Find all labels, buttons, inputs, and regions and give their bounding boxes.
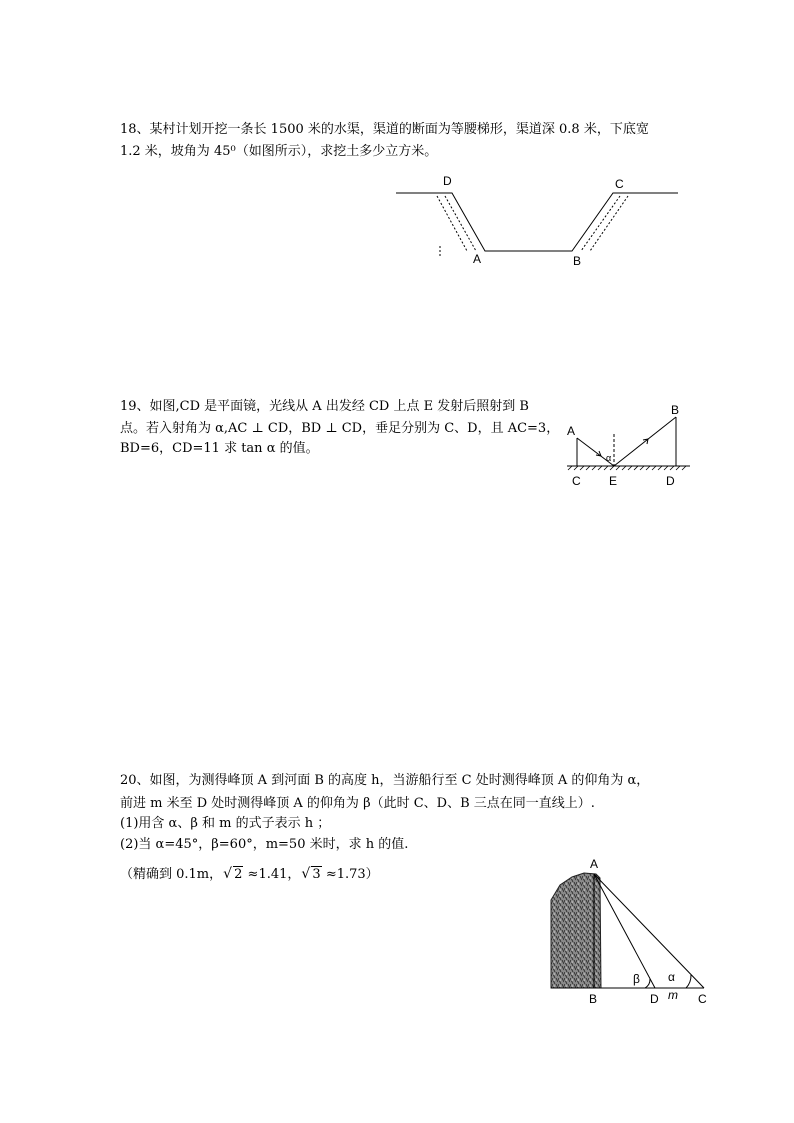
q18-channel-outline xyxy=(396,193,678,251)
q20-label-beta: β xyxy=(633,972,640,986)
q18-label-A: A xyxy=(473,252,482,266)
q20-label-A: A xyxy=(590,857,599,871)
q19-line-2: 点。若入射角为 α,AC ⊥ CD，BD ⊥ CD，垂足分别为 C、D，且 AC=3， xyxy=(120,421,560,436)
q19-ray-EB xyxy=(614,417,676,466)
q20-label-B: B xyxy=(589,992,598,1006)
q20-label-D: D xyxy=(650,992,659,1006)
q20-label-C: C xyxy=(698,992,707,1006)
q18-hatch xyxy=(590,196,628,251)
q18-line-1: 18、某村计划开挖一条长 1500 米的水渠，渠道的断面为等腰梯形，渠道深 0.8 米，下底宽 xyxy=(120,122,649,137)
q20-label-m: m xyxy=(668,988,678,1002)
q19-line-3: BD=6，CD=11 求 tan α 的值。 xyxy=(120,441,319,456)
sqrt2-radicand: 2 xyxy=(234,867,243,882)
q20-line-AD xyxy=(594,874,655,988)
q18-label-C: C xyxy=(615,177,624,191)
q20-line-3: (1)用含 α、β 和 m 的式子表示 h ； xyxy=(120,816,331,831)
q20-line-AC xyxy=(594,874,704,988)
q20-line-4: (2)当 α=45°，β=60°，m=50 米时，求 h 的值. xyxy=(120,837,409,852)
q20-approx2: ≈1.41， xyxy=(243,867,301,882)
sqrt3-symbol xyxy=(302,866,321,884)
q18-label-D: D xyxy=(443,174,452,188)
q20-label-alpha: α xyxy=(668,970,675,984)
q19-arrow-head-reflected xyxy=(643,439,648,444)
q19-label-B: B xyxy=(671,403,680,417)
q20-line-1: 20、如图，为测得峰顶 A 到河面 B 的高度 h，当游船行至 C 处时测得峰顶 A 的仰角为 α， xyxy=(120,773,650,788)
q19-label-C: C xyxy=(572,474,581,488)
q18-hatch xyxy=(437,196,467,251)
q19-label-alpha: α xyxy=(606,453,612,463)
q19-label-A: A xyxy=(567,424,576,438)
q19-line-1: 19、如图,CD 是平面镜，光线从 A 出发经 CD 上点 E 发射后照射到 B xyxy=(120,399,529,414)
q18-hatch xyxy=(445,196,476,251)
q18-label-B: B xyxy=(573,254,582,268)
q19-ray-AE xyxy=(577,438,614,466)
q20-note-prefix: （精确到 0.1m， xyxy=(120,867,223,882)
q18-line-2: 1.2 米，坡角为 45⁰（如图所示），求挖土多少立方米。 xyxy=(120,144,438,159)
q20-approx3: ≈1.73） xyxy=(321,867,379,882)
q20-note xyxy=(120,866,379,884)
q20-line-2: 前进 m 米至 D 处时测得峰顶 A 的仰角为 β（此时 C、D、B 三点在同一直线上）. xyxy=(120,796,595,811)
q19-label-D: D xyxy=(666,474,675,488)
q19-mirror-hatching xyxy=(568,466,686,470)
sqrt2-symbol xyxy=(224,866,243,884)
q20-cliff-image xyxy=(551,873,601,988)
sqrt3-radicand: 3 xyxy=(312,867,321,882)
q19-arrow-head-incident xyxy=(596,451,601,456)
q20-angle-alpha-arc xyxy=(686,975,691,988)
q20-angle-beta-arc xyxy=(645,979,650,988)
q18-hatch xyxy=(581,196,620,251)
q19-label-E: E xyxy=(609,474,618,488)
